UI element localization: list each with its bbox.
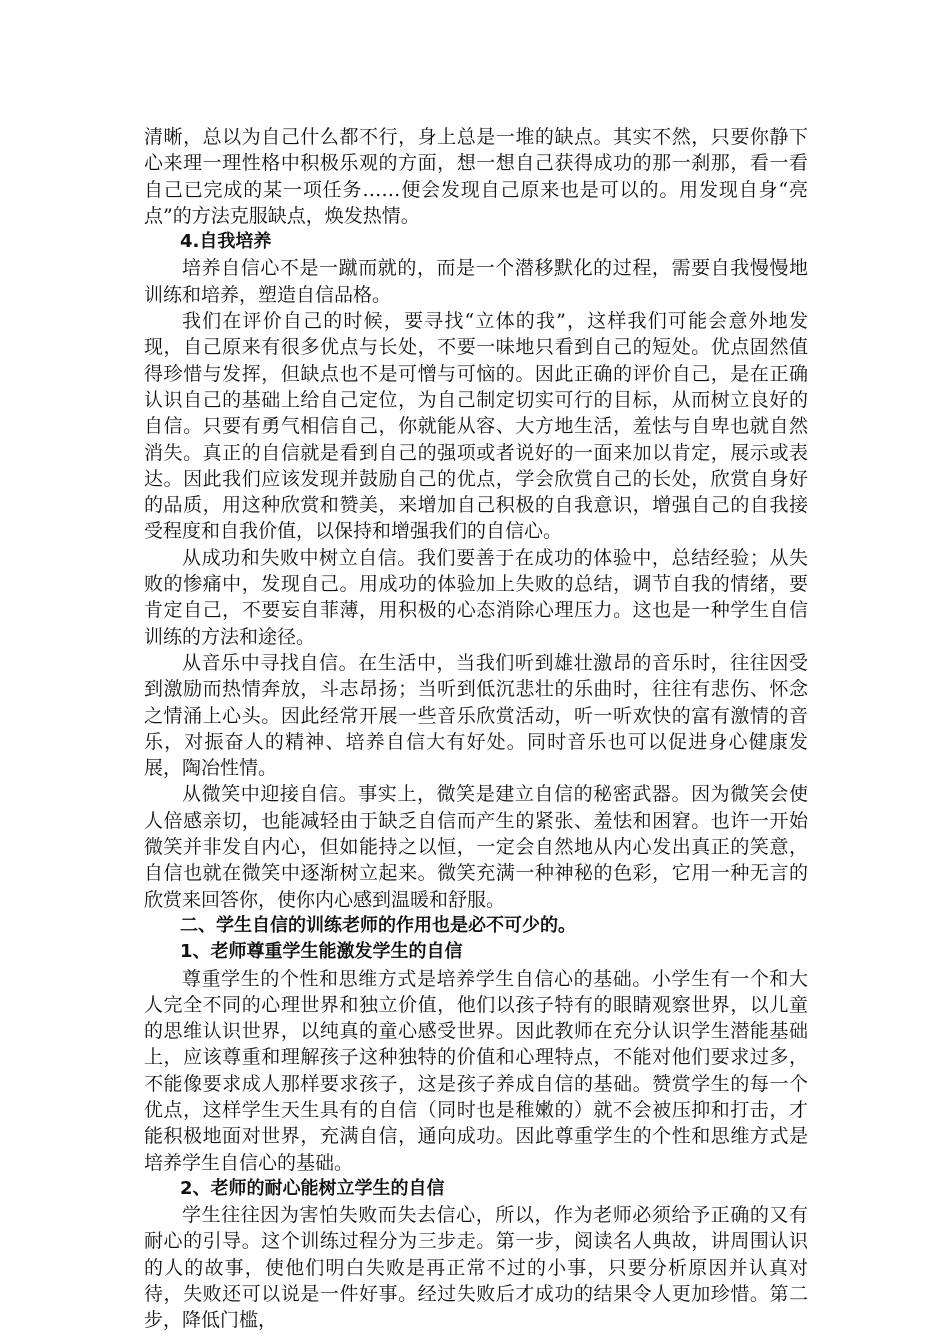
heading-patience: 2、老师的耐心能树立学生的自信	[180, 1177, 445, 1199]
paragraph: 尊重学生的个性和思维方式是培养学生自信心的基础。小学生有一个和大人完全不同的心理世界和独立价值，他们以孩子特有的眼睛观察世界，以儿童的思维认识世界，以纯真的童心感受世界。因此教师在充分认识学生潜能基础上，应该尊重和理解孩子这种独特的价值和心理特点，不能对他们要求过多，不能像要求成人那样要求孩子，这是孩子养成自信的基础。赞赏学生的每一个优点，这样学生天生具有的自信（同时也是稚嫩的）就不会被压抑和打击，才能积极地面对世界，充满自信，通向成功。因此尊重学生的个性和思维方式是培养学生自信心的基础。	[144, 967, 808, 1174]
paragraph: 从音乐中寻找自信。在生活中，当我们听到雄壮激昂的音乐时，往往因受到激励而热情奔放，斗志昂扬；当听到低沉悲壮的乐曲时，往往有悲伤、怀念之情涌上心头。因此经常开展一些音乐欣赏活动，听一听欢快的富有激情的音乐，对振奋人的精神、培养自信大有好处。同时音乐也可以促进身心健康发展，陶冶性情。	[144, 651, 808, 780]
paragraph: 从成功和失败中树立自信。我们要善于在成功的体验中，总结经验；从失败的惨痛中，发现自己。用成功的体验加上失败的总结，调节自我的情绪，要肯定自己，不要妄自菲薄，用积极的心态消除心理压力。这也是一种学生自信训练的方法和途径。	[144, 546, 808, 648]
document-page	[144, 124, 808, 1334]
paragraph: 培养自信心不是一蹴而就的，而是一个潜移默化的过程，需要自我慢慢地训练和培养，塑造自信品格。	[144, 257, 808, 306]
heading-respect: 1、老师尊重学生能激发学生的自信	[180, 941, 463, 963]
paragraph: 学生往往因为害怕失败而失去信心，所以，作为老师必须给予正确的又有耐心的引导。这个训练过程分为三步走。第一步，阅读名人典故，讲周围认识的人的故事，使他们明白失败是再正常不过的小事，只要分析原因并认真对待，失败还可以说是一件好事。经过失败后才成功的结果令人更加珍惜。第二步，降低门槛，	[144, 1204, 808, 1332]
paragraph-continued: 清晰，总以为自己什么都不行，身上总是一堆的缺点。其实不然，只要你静下心来理一理性格中积极乐观的方面，想一想自己获得成功的那一刹那，看一看自己已完成的某一项任务……便会发现自己原来也是可以的。用发现自身“亮点”的方法克服缺点，焕发热情。	[144, 126, 808, 227]
heading-self-cultivation: 4.自我培养	[180, 231, 272, 253]
paragraph: 我们在评价自己的时候，要寻找“立体的我”，这样我们可能会意外地发现，自己原来有很多优点与长处，不要一味地只看到自己的短处。优点固然值得珍惜与发挥，但缺点也不是可憎与可恼的。因此正确的评价自己，是在正确认识自己的基础上给自己定位，为自己制定切实可行的目标，从而树立良好的自信。只要有勇气相信自己，你就能从容、大方地生活，羞怯与自卑也就自然消失。真正的自信就是看到自己的强项或者说好的一面来加以肯定，展示或表达。因此我们应该发现并鼓励自己的优点，学会欣赏自己的长处，欣赏自身好的品质，用这种欣赏和赞美，来增加自己积极的自我意识，增强自己的自我接受程度和自我价值，以保持和增强我们的自信心。	[144, 310, 808, 543]
paragraph: 从微笑中迎接自信。事实上，微笑是建立自信的秘密武器。因为微笑会使人倍感亲切，也能减轻由于缺乏自信而产生的紧张、羞怯和困窘。也许一开始微笑并非发自内心，但如能持之以恒，一定会自然地从内心发出真正的笑意，自信也就在微笑中逐渐树立起来。微笑充满一种神秘的色彩，它用一种无言的欣赏来回答你，使你内心感到温暖和舒服。	[144, 783, 808, 911]
heading-section-two: 二、学生自信的训练老师的作用也是必不可少的。	[180, 914, 576, 936]
